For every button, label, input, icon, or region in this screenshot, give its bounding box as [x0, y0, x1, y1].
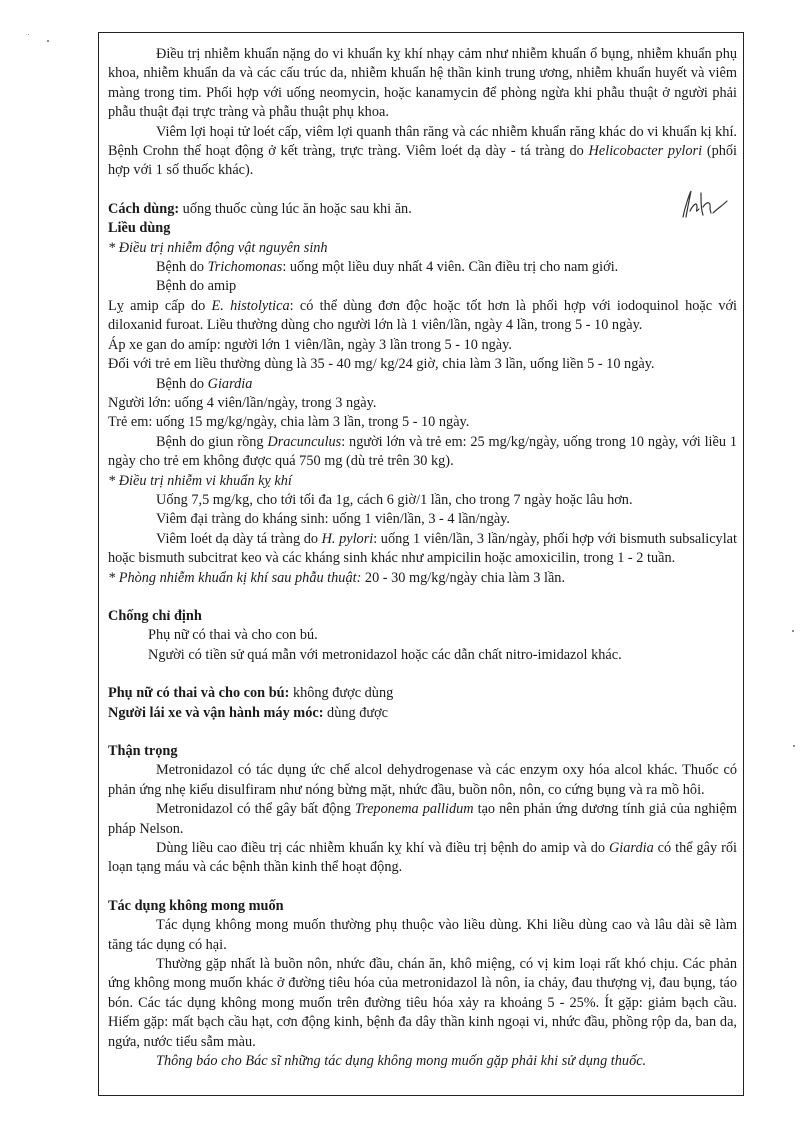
- dracunculus-dose: Bệnh do giun rồng Dracunculus: người lớn và trẻ em: 25 mg/kg/ngày, uống trong 10 ngày, với liều 1 ngày cho trẻ em không được quá 750 mg (dù trẻ trên 30 kg).: [108, 433, 737, 470]
- amip-subheading: Bệnh do amip: [156, 278, 237, 295]
- giardia-adult-dose: Người lớn: uống 4 viên/lần/ngày, trong 3 ngày.: [108, 394, 377, 411]
- contraindication-item: Phụ nữ có thai và cho con bú.: [148, 627, 318, 644]
- adverse-notice: Thông báo cho Bác sĩ những tác dụng không mong muốn gặp phải khi sử dụng thuốc.: [156, 1053, 647, 1070]
- adverse-paragraph: Tác dụng không mong muốn thường phụ thuộc vào liều dùng. Khi liều dùng cao và lâu dài sẽ làm tăng tác dụng có hại.: [108, 917, 737, 953]
- caution-paragraph: Dùng liều cao điều trị các nhiễm khuẩn kỵ khí và điều trị bệnh do amip và do Giardia có thể gây rối loạn tạng máu và các bệnh thần kinh thể hoạt động.: [108, 840, 738, 876]
- caution-paragraph: Metronidazol có tác dụng ức chế alcol dehydrogenase và các enzym oxy hóa alcol khác. Thuốc có phản ứng nhẹ kiểu disulfiram như nóng bừng mặt, nhức đầu, buồn nôn, nôn, co cứng bụng và ra mồ hôi.: [108, 762, 737, 798]
- indication-paragraph: Điều trị nhiễm khuẩn nặng do vi khuẩn kỵ khí nhạy cảm như nhiễm khuẩn ổ bụng, nhiễm khuẩn phụ khoa, nhiễm khuẩn da và các cấu trúc da, nhiễm khuẩn hệ thần kinh trung ương, nhiễm khuẩn huyết và viêm màng trong tim. Phối hợp với uống neomycin, hoặc kanamycin để phòng ngừa khi phẫu thuật ở người phải phẫu thuật đại trực tràng và phẫu thuật phụ khoa.: [108, 46, 737, 121]
- handwritten-initials: [677, 187, 729, 221]
- prophylaxis-dose: * Phòng nhiễm khuẩn kị khí sau phẫu thuật: 20 - 30 mg/kg/ngày chia làm 3 lần.: [108, 569, 566, 586]
- scan-speck: [792, 630, 794, 632]
- children-dose: Đối với trẻ em liều thường dùng là 35 - 40 mg/ kg/24 giờ, chia làm 3 lần, uống liền 5 - 10 ngày.: [108, 356, 655, 373]
- pregnancy-line: Phụ nữ có thai và cho con bú: không được dùng: [108, 685, 394, 702]
- caution-heading: Thận trọng: [108, 743, 178, 759]
- amip-dose: Lỵ amip cấp do E. histolytica: có thể dùng đơn độc hoặc tốt hơn là phối hợp với iodoquinol hoặc với diloxanid furoat. Liều thường dùng cho người lớn là 1 viên/lần, ngày 4 lần, trong 5 - 10 ngày.: [108, 297, 737, 334]
- adverse-paragraph: Thường gặp nhất là buồn nôn, nhức đầu, chán ăn, khô miệng, có vị kim loại rất khó chịu. Các phản ứng không mong muốn khác ở đường tiêu hóa của metronidazol là nôn, ỉa chảy, đau thượng vị, đau bụng, táo bón. Các tác dụng không mong muốn trên đường tiêu hóa xảy ra khoảng 5 - 25%. Ít gặp: giảm bạch cầu. Hiếm gặp: mất bạch cầu hạt, cơn động kinh, bệnh đa dây thần kinh ngoại vi, nhức đầu, phồng rộp da, ban da, ngứa, nước tiểu sẫm màu.: [108, 956, 737, 1050]
- giardia-subheading: Bệnh do Giardia: [156, 375, 253, 392]
- adverse-heading: Tác dụng không mong muốn: [108, 897, 284, 914]
- colitis-dose: Viêm đại tràng do kháng sinh: uống 1 viên/lần, 3 - 4 lần/ngày.: [156, 511, 510, 528]
- liver-abscess-dose: Áp xe gan do amíp: người lớn 1 viên/lần, ngày 3 lần trong 5 - 10 ngày.: [108, 336, 512, 353]
- anaerobic-dose: Uống 7,5 mg/kg, cho tới tối đa 1g, cách 6 giờ/1 lần, cho trong 7 ngày hoặc lâu hơn.: [156, 491, 633, 508]
- protozoa-subheading: * Điều trị nhiễm động vật nguyên sinh: [108, 239, 328, 256]
- giardia-child-dose: Trẻ em: uống 15 mg/kg/ngày, chia làm 3 lần, trong 5 - 10 ngày.: [108, 414, 470, 431]
- driving-line: Người lái xe và vận hành máy móc: dùng được: [108, 704, 389, 721]
- caution-paragraph: Metronidazol có thể gây bất động Treponema pallidum tạo nên phản ứng dương tính giả của nghiệm pháp Nelson.: [108, 801, 737, 837]
- anaerobic-subheading: * Điều trị nhiễm vi khuẩn kỵ khí: [108, 472, 292, 489]
- contraindication-heading: Chống chỉ định: [108, 607, 202, 624]
- scan-speck: [28, 34, 29, 35]
- scan-speck: [47, 40, 49, 42]
- contraindication-item: Người có tiền sử quá mẫn với metronidazol hoặc các dẫn chất nitro-imidazol khác.: [148, 646, 622, 663]
- scan-speck: [793, 745, 795, 747]
- document-frame: [98, 32, 744, 1096]
- indication-paragraph: Viêm lợi hoại tử loét cấp, viêm lợi quanh thân răng và các nhiễm khuẩn răng khác do vi khuẩn kị khí. Bệnh Crohn thể hoạt động ở kết tràng, trực tràng. Viêm loét dạ dày - tá tràng do Helicobacter pylori (phối hợp với 1 số thuốc khác).: [108, 123, 737, 179]
- usage-line: Cách dùng: uống thuốc cùng lúc ăn hoặc sau khi ăn.: [108, 200, 412, 217]
- dosage-heading: Liều dùng: [108, 220, 171, 237]
- trichomonas-dose: Bệnh do Trichomonas: uống một liều duy nhất 4 viên. Cần điều trị cho nam giới.: [156, 259, 619, 276]
- pylori-dose: Viêm loét dạ dày tá tràng do H. pylori: uống 1 viên/lần, 3 lần/ngày, phối hợp với bismuth subsalicylat hoặc bismuth subcitrat keo và các kháng sinh khác như ampicilin hoặc amoxicilin, trong 1 - 2 tuần.: [108, 530, 737, 567]
